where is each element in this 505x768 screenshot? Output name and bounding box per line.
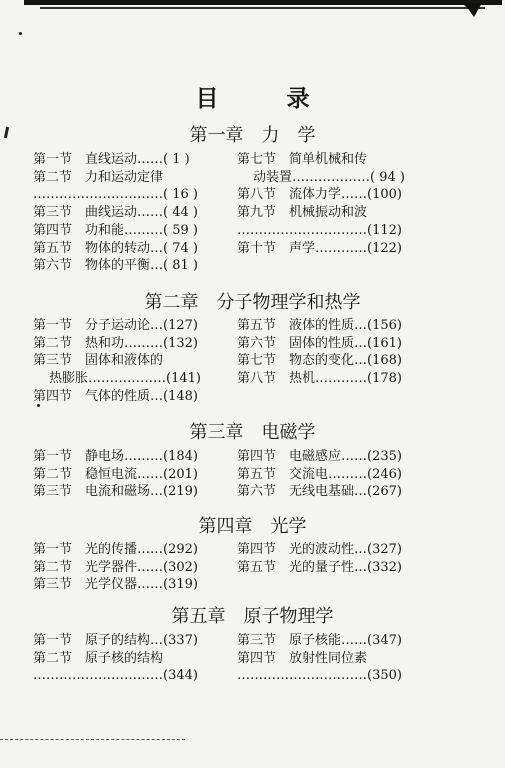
- section-title: 简单机械和传: [289, 152, 368, 167]
- section-number: 第八节: [237, 371, 277, 387]
- toc-column-left: [33, 448, 233, 501]
- section-number: 第一节: [33, 633, 73, 648]
- section-number: 第四节: [237, 650, 277, 666]
- toc-entry[interactable]: [33, 388, 233, 406]
- section-number: 第七节: [237, 353, 277, 369]
- toc-entry[interactable]: [237, 541, 482, 559]
- section-title: 无线电基础…(267): [289, 484, 402, 500]
- section-title: 固体的性质…(161): [289, 335, 402, 351]
- scan-mark: [462, 3, 482, 17]
- section-number: 第一节: [33, 449, 73, 464]
- section-number: 第五节: [237, 466, 277, 482]
- toc-entry[interactable]: [33, 667, 233, 685]
- toc-entry[interactable]: [237, 204, 482, 222]
- toc-entry[interactable]: [237, 352, 482, 370]
- section-title: 机械振动和波: [289, 205, 368, 221]
- section-title: 热和功………(132): [85, 335, 198, 351]
- section-number: 第三节: [237, 633, 277, 648]
- toc-entry[interactable]: [237, 317, 482, 335]
- toc-column-right: [237, 151, 482, 257]
- section-title: 电磁感应……(235): [289, 449, 402, 464]
- toc-entry[interactable]: [237, 151, 482, 169]
- toc-entry[interactable]: [33, 317, 233, 335]
- section-title: 光学仪器……(319): [85, 577, 198, 593]
- section-number: 第三节: [33, 353, 73, 369]
- section-number: 第二节: [33, 466, 73, 482]
- toc-entry[interactable]: [237, 559, 482, 577]
- toc-entry[interactable]: [237, 483, 482, 501]
- section-number: 第八节: [237, 187, 277, 203]
- section-number: 第二节: [33, 169, 73, 185]
- toc-column-left: [33, 541, 233, 594]
- section-title: 直线运动……( 1 ): [85, 152, 190, 167]
- chapter-heading: 第二章 分子物理学和热学: [144, 292, 361, 313]
- toc-entry[interactable]: [33, 151, 233, 169]
- section-title: 物态的变化…(168): [289, 353, 402, 369]
- section-title: 热膨胀………………(141): [49, 371, 201, 387]
- section-title: 固体和液体的: [85, 353, 164, 369]
- toc-entry[interactable]: [237, 169, 482, 187]
- toc-entry[interactable]: [237, 667, 482, 685]
- section-number: 第四节: [237, 449, 277, 464]
- section-title: 曲线运动……( 44 ): [85, 205, 198, 221]
- section-title: 气体的性质…(148): [85, 388, 198, 404]
- toc-entry[interactable]: [33, 483, 233, 501]
- section-title: …………………………( 16 ): [33, 187, 198, 203]
- toc-entry[interactable]: [33, 448, 233, 466]
- toc-entry[interactable]: [237, 632, 482, 650]
- section-title: …………………………(350): [237, 668, 402, 684]
- section-title: 放射性同位素: [289, 650, 368, 666]
- toc-entry[interactable]: [33, 632, 233, 650]
- toc-entry[interactable]: [237, 466, 482, 484]
- page-title: 目 录: [195, 85, 340, 112]
- section-number: 第五节: [237, 559, 277, 575]
- section-number: 第四节: [237, 542, 277, 557]
- toc-column-right: [237, 632, 482, 685]
- section-title: 静电场………(184): [85, 449, 198, 464]
- toc-column-left: [33, 317, 233, 406]
- toc-entry[interactable]: [33, 240, 233, 258]
- section-number: 第三节: [33, 205, 73, 221]
- section-title: 原子的结构…(337): [85, 633, 198, 648]
- section-title: 光的量子性…(332): [289, 559, 402, 575]
- toc-entry[interactable]: [33, 370, 233, 388]
- section-title: 电流和磁场…(219): [85, 484, 198, 500]
- scan-edge-bottom: [0, 739, 185, 740]
- toc-entry[interactable]: [237, 186, 482, 204]
- section-title: 原子核的结构: [85, 650, 164, 666]
- section-number: 第四节: [33, 388, 73, 404]
- section-number: 第十节: [237, 240, 277, 256]
- scan-speck: [19, 32, 22, 35]
- toc-entry[interactable]: [33, 576, 233, 594]
- section-title: 物体的转动…( 74 ): [85, 240, 198, 256]
- chapter-heading: 第五章 原子物理学: [171, 606, 334, 627]
- toc-entry[interactable]: [237, 370, 482, 388]
- section-number: 第一节: [33, 318, 73, 333]
- toc-entry[interactable]: [33, 541, 233, 559]
- section-number: 第三节: [33, 484, 73, 500]
- toc-entry[interactable]: [33, 257, 233, 275]
- toc-entry[interactable]: [237, 222, 482, 240]
- toc-entry[interactable]: [33, 650, 233, 668]
- toc-column-right: [237, 541, 482, 576]
- section-number: 第三节: [33, 577, 73, 593]
- scan-edge-top: [24, 0, 502, 5]
- chapter-heading: 第一章 力 学: [189, 125, 316, 146]
- toc-entry[interactable]: [237, 650, 482, 668]
- toc-column-right: [237, 317, 482, 388]
- section-number: 第二节: [33, 335, 73, 351]
- section-title: 动装置………………( 94 ): [253, 169, 405, 185]
- section-title: 光学器件……(302): [85, 559, 198, 575]
- section-title: 光的波动性…(327): [289, 542, 402, 557]
- section-title: …………………………(112): [237, 222, 402, 238]
- chapter-heading: 第三章 电磁学: [189, 422, 316, 443]
- section-number: 第六节: [33, 258, 73, 274]
- section-number: 第五节: [237, 318, 277, 333]
- toc-entry[interactable]: [237, 448, 482, 466]
- section-number: 第四节: [33, 222, 73, 238]
- section-number: 第二节: [33, 650, 73, 666]
- section-title: 交流电………(246): [289, 466, 402, 482]
- chapter-heading: 第四章 光学: [198, 516, 307, 537]
- section-number: 第五节: [33, 240, 73, 256]
- section-number: 第六节: [237, 335, 277, 351]
- toc-column-right: [237, 448, 482, 501]
- toc-entry[interactable]: [33, 466, 233, 484]
- section-number: 第六节: [237, 484, 277, 500]
- toc-entry[interactable]: [33, 335, 233, 353]
- toc-entry[interactable]: [33, 204, 233, 222]
- toc-entry[interactable]: [237, 240, 482, 258]
- toc-entry[interactable]: [33, 169, 233, 187]
- section-title: 液体的性质…(156): [289, 318, 402, 333]
- toc-entry[interactable]: [33, 222, 233, 240]
- toc-entry[interactable]: [33, 186, 233, 204]
- toc-column-left: [33, 632, 233, 685]
- section-title: 稳恒电流……(201): [85, 466, 198, 482]
- section-number: 第一节: [33, 152, 73, 167]
- section-title: 流体力学……(100): [289, 187, 402, 203]
- section-number: 第七节: [237, 152, 277, 167]
- section-title: 力和运动定律: [85, 169, 164, 185]
- section-title: 分子运动论…(127): [85, 318, 198, 333]
- toc-entry[interactable]: [33, 559, 233, 577]
- section-title: …………………………(344): [33, 668, 198, 684]
- toc-column-left: [33, 151, 233, 275]
- toc-entry[interactable]: [237, 335, 482, 353]
- section-number: 第九节: [237, 205, 277, 221]
- section-title: 声学…………(122): [289, 240, 402, 256]
- section-title: 物体的平衡…( 81 ): [85, 258, 198, 274]
- section-number: 第二节: [33, 559, 73, 575]
- section-title: 光的传播……(292): [85, 542, 198, 557]
- scan-edge-top-thin: [40, 7, 485, 9]
- section-title: 原子核能……(347): [289, 633, 402, 648]
- toc-entry[interactable]: [33, 352, 233, 370]
- section-title: 功和能………( 59 ): [85, 222, 198, 238]
- section-title: 热机…………(178): [289, 371, 402, 387]
- section-number: 第一节: [33, 542, 73, 557]
